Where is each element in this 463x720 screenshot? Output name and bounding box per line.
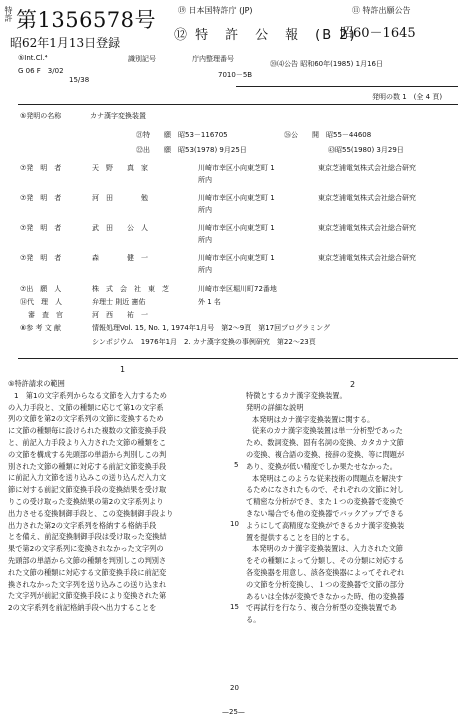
line-number-10: 10 <box>230 520 239 528</box>
text-line: るためになされたもので、それぞれの文節に対し <box>246 485 404 495</box>
text-line: て精密な分析ができ、また１つの変換器で変換で <box>246 497 404 507</box>
text-line: に文節の種類毎に設けられた複数の文節変換手段 <box>8 426 167 436</box>
text-line: 従来のカナ漢字変換装置は単一分析型であった <box>252 426 403 436</box>
applicant-name: 株 式 会 社 東 芝 <box>92 285 169 293</box>
text-line: 本発明はこのような従来技術の問題点を解決す <box>252 473 403 483</box>
pub-number: 昭60－1645 <box>340 26 416 41</box>
text-line: とを備え、前記変換制御手段は受け取った変換結 <box>8 532 167 542</box>
applicant-label: ⑦出 願 人 <box>20 285 62 293</box>
text-line: の入力手段と、文節の種類に応じて第1の文字系 <box>8 402 164 412</box>
text-line: た文字列が前記文節変換手段により変換された第 <box>8 591 167 601</box>
text-line: 別された文節の種類に対応する前記文節変換手段 <box>8 461 167 471</box>
inventor-address2: 所内 <box>198 236 212 244</box>
inventor-address2: 所内 <box>198 176 212 184</box>
inventor-address: 川崎市幸区小向東芝町 1 <box>198 254 275 262</box>
pub-open: ㉖公 開 昭55－44608 <box>284 131 372 139</box>
examiner-label: 審 査 官 <box>28 311 63 319</box>
text-line: ため、数詞変換、固有名詞の変換、カタカナ文節 <box>246 438 404 448</box>
app-number: ㉑特 願 昭53－116705 <box>136 131 228 139</box>
pub-date: ⑳⑷公告 昭和60年(1985) 1月16日 <box>270 60 383 68</box>
body-divider <box>18 358 458 359</box>
text-line: 出力された第2の文字系列を格納する格納手段 <box>8 520 157 530</box>
issuer: ⑲ 日本国特許庁 (JP) <box>178 6 253 15</box>
inventor-address2: 所内 <box>198 266 212 274</box>
inventor-org: 東京芝浦電気株式会社総合研究 <box>318 224 416 232</box>
right-column <box>246 390 460 626</box>
pub-type: ⑪ 特許出願公告 <box>352 6 411 15</box>
inventor-org: 東京芝浦電気株式会社総合研究 <box>318 194 416 202</box>
inventor-name: 森 健 一 <box>92 254 148 262</box>
text-line: で再試行を行なう、複合分析型の変換装置であ <box>246 603 397 613</box>
text-line: あり、変換が低い精度でしか果たせなかった。 <box>246 461 397 471</box>
text-line: 本発明はカナ漢字変換装置に関する。 <box>252 414 375 424</box>
text-line: 果で第2の文字系列に変換されなかった文字列の <box>8 544 164 554</box>
text-line: 1 第1の文字系列からなる文節を入力するため <box>14 390 167 400</box>
inventor-label: ⑦発 明 者 <box>20 194 62 202</box>
agent-name: 弁理士 則近 憲佑 <box>92 298 146 306</box>
text-line: りこの受け取った変換結果の第2の文字系列より <box>8 496 164 506</box>
inventions-count: 発明の数 1 (全 4 頁) <box>372 93 443 101</box>
line-number-5: 5 <box>234 461 239 469</box>
line-number-15: 15 <box>230 603 239 611</box>
text-line: に前記入力文節を送り込みこの送り込んだ入力文 <box>8 473 167 483</box>
text-line: 2の文字系列を前記格納手段へ出力することを <box>8 603 157 613</box>
text-line: をその種類によって分類し、その分類に対応する <box>246 556 405 566</box>
text-line: 先頭部の単語から文節の種類を判別しこの判別さ <box>8 555 167 565</box>
inventor-label: ⑦発 明 者 <box>20 164 62 172</box>
int-cl-value: G 06 F 3/02 <box>18 67 64 75</box>
header-divider <box>236 86 458 87</box>
patent-number: 第1356578号 <box>16 8 157 32</box>
biblio-divider <box>18 104 458 105</box>
text-line: ⑤特許請求の範囲 <box>8 379 65 388</box>
refs-line-1: 情報処理Vol. 15, No. 1, 1974年1月号 第2～9頁 第17回プログラミング <box>92 324 330 332</box>
text-line: きない場合でも他の変換器でバックアップできる <box>246 508 404 518</box>
pub-open-date: ㊸昭55(1980) 3月29日 <box>328 146 404 154</box>
page-footer: —25— <box>222 708 245 716</box>
text-line: の文節を構成する先頭部の単語から判別しこの判 <box>8 449 167 459</box>
inventor-label: ⑦発 明 者 <box>20 224 62 232</box>
inventor-name: 河 田 勉 <box>92 194 148 202</box>
text-line: 本発明のカナ漢字変換装置は、入力された文節 <box>252 544 403 554</box>
text-line: 節に対する前記文節変換手段の変換結果を受け取 <box>8 485 167 495</box>
text-line: る。 <box>246 615 261 625</box>
inventor-org: 東京芝浦電気株式会社総合研究 <box>318 164 416 172</box>
registered-date: 昭62年1月13日登録 <box>10 36 121 50</box>
agent-label: ⑭代 理 人 <box>20 298 62 306</box>
text-line: 列の文節を第2の文字系列の文節に変換するため <box>8 414 164 424</box>
inventor-address: 川崎市幸区小向東芝町 1 <box>198 194 275 202</box>
inventor-address2: 所内 <box>198 206 212 214</box>
column-number-right: 2 <box>350 380 356 389</box>
title-label: ⑤発明の名称 <box>20 112 62 120</box>
text-line: 換されなかった文字列を送り込みこの送り込まれ <box>8 579 167 589</box>
inventor-name: 武 田 公 人 <box>92 224 148 232</box>
inventor-org: 東京芝浦電気株式会社総合研究 <box>318 254 416 262</box>
text-line: あるいは全体が変換できなかった時、他の変換器 <box>246 591 405 601</box>
applicant-address: 川崎市幸区堀川町72番地 <box>198 285 277 293</box>
office-ref-label: 庁内整理番号 <box>192 55 234 63</box>
section-heading: 発明の詳細な説明 <box>246 402 304 412</box>
inventor-name: 天 野 真 家 <box>92 164 148 172</box>
text-line: ようにして高精度な変換ができるカナ漢字変換装 <box>246 520 405 530</box>
refs-line-2: シンポジウム 1976年1月 2. カナ漢字変換の事例研究 第22～23頁 <box>92 338 316 346</box>
examiner-name: 河 西 祐 一 <box>92 311 148 319</box>
text-line: 出力させる変換制御手段と、この変換制御手段より <box>8 508 174 518</box>
text-line: 各変換器を用意し、該各変換器によってそれぞれ <box>246 567 405 577</box>
inventor-label: ⑦発 明 者 <box>20 254 62 262</box>
refs-label: ⑧参 考 文 献 <box>20 324 61 332</box>
column-number-left: 1 <box>120 365 126 374</box>
text-line: の文節を分析変換し、１つの変換器で文節の部分 <box>246 579 405 589</box>
title-value: カナ漢字変換装置 <box>90 112 146 120</box>
id-code-label: 識別記号 <box>128 55 156 63</box>
int-cl-value2: 15/38 <box>69 76 90 84</box>
text-line: れた文節の種類に対応する文節変換手段に前記変 <box>8 567 167 577</box>
text-line: 特徴とするカナ漢字変換装置。 <box>246 391 347 400</box>
inventor-address: 川崎市幸区小向東芝町 1 <box>198 164 275 172</box>
agent-extra: 外 1 名 <box>198 298 221 306</box>
office-ref-value: 7010－5B <box>218 71 253 79</box>
text-line: と、前記入力手段より入力された文節の種類をこ <box>8 437 167 447</box>
text-line: の変換、複合語の変換、接辞の変換、等に問題が <box>246 449 405 459</box>
filed-date: ㉒出 願 昭53(1978) 9月25日 <box>136 146 247 154</box>
line-number-20: 20 <box>230 684 239 692</box>
inventor-address: 川崎市幸区小向東芝町 1 <box>198 224 275 232</box>
left-column <box>8 378 228 614</box>
int-cl-label: ⑤Int.Cl.⁴ <box>18 54 48 62</box>
bulletin-title: ⑫ 特 許 公 報 (B 2) <box>174 28 357 43</box>
side-label: 特許 <box>4 6 13 22</box>
text-line: 置を提供することを目的とする。 <box>246 532 354 542</box>
